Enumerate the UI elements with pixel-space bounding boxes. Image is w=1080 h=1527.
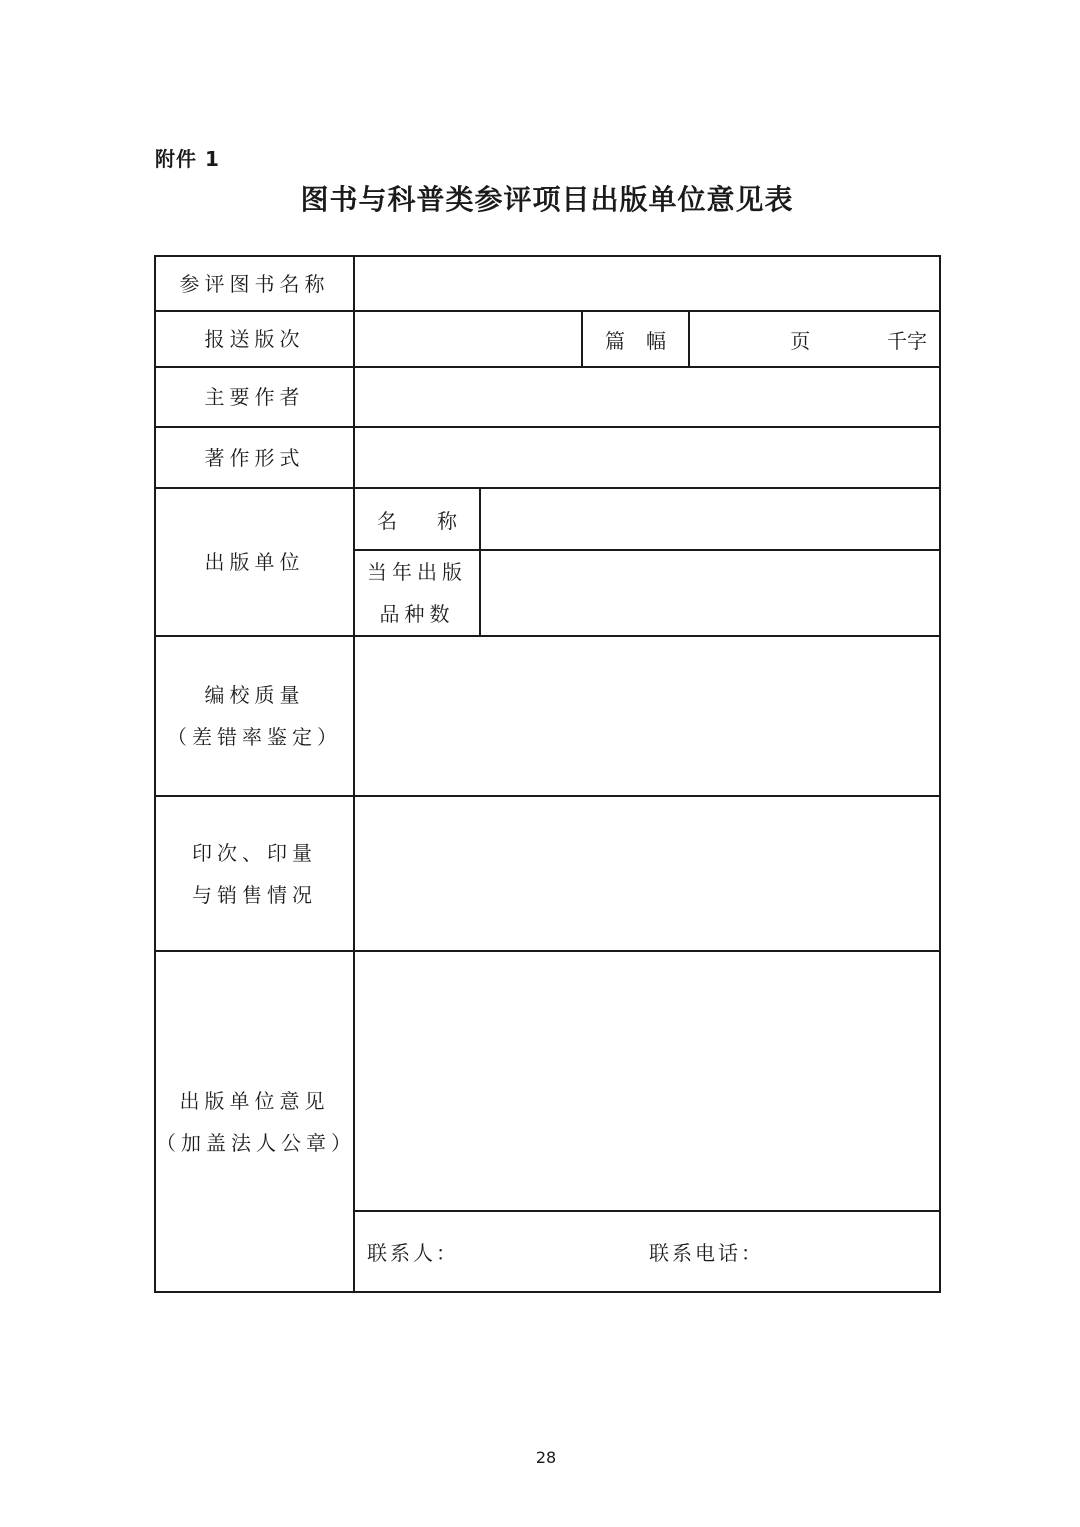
print-label [155, 796, 354, 951]
page-number: 28 [535, 1448, 557, 1467]
length-label-char-2: 幅 [646, 328, 666, 353]
quality-label-line1: 编校质量 [204, 683, 305, 707]
row-opinion [155, 951, 940, 1211]
opinion-label [155, 951, 354, 1292]
annual-output-label [354, 550, 480, 636]
contact-cell [354, 1211, 940, 1292]
publisher-name-char-1: 名 [377, 508, 397, 533]
work-form-field[interactable] [354, 427, 940, 488]
row-edition [155, 311, 940, 367]
opinion-form-table [154, 255, 941, 1293]
char-unit-label: 千字 [887, 328, 927, 353]
annual-output-field[interactable] [480, 550, 940, 636]
opinion-label-line1: 出版单位意见 [179, 1088, 330, 1113]
quality-label [155, 636, 354, 796]
print-label-line2: 与销售情况 [192, 882, 317, 907]
work-form-label: 著作形式 [155, 427, 354, 488]
author-label: 主要作者 [155, 367, 354, 427]
row-quality [155, 636, 940, 796]
quality-label-line2: （差错率鉴定） [167, 725, 342, 749]
author-field[interactable] [354, 367, 940, 427]
contact-person-label: 联系人： [367, 1241, 459, 1265]
row-print [155, 796, 940, 951]
annual-output-label-line1: 当年出版 [367, 560, 467, 584]
book-name-label: 参评图书名称 [155, 256, 354, 311]
print-label-line1: 印次、印量 [192, 840, 317, 865]
contact-phone-label: 联系电话： [649, 1241, 764, 1265]
attachment-label: 附件 1 [155, 147, 220, 171]
length-field[interactable] [689, 311, 940, 367]
length-label [582, 311, 689, 367]
publisher-name-field[interactable] [480, 488, 940, 550]
opinion-field[interactable] [354, 951, 940, 1211]
book-name-field[interactable] [354, 256, 940, 311]
page-title: 图书与科普类参评项目出版单位意见表 [300, 183, 794, 216]
row-work-form [155, 427, 940, 488]
page-unit-label: 页 [790, 328, 811, 353]
row-publisher-name [155, 488, 940, 550]
quality-field[interactable] [354, 636, 940, 796]
edition-field[interactable] [354, 311, 582, 367]
opinion-label-line2: （加盖法人公章） [156, 1130, 356, 1155]
length-label-char-1: 篇 [605, 328, 625, 353]
row-book-name [155, 256, 940, 311]
row-author [155, 367, 940, 427]
publisher-name-char-2: 称 [437, 508, 457, 533]
publisher-name-label [354, 488, 480, 550]
edition-label: 报送版次 [155, 311, 354, 367]
print-field[interactable] [354, 796, 940, 951]
publisher-label: 出版单位 [155, 488, 354, 636]
annual-output-label-line2: 品种数 [379, 602, 455, 626]
